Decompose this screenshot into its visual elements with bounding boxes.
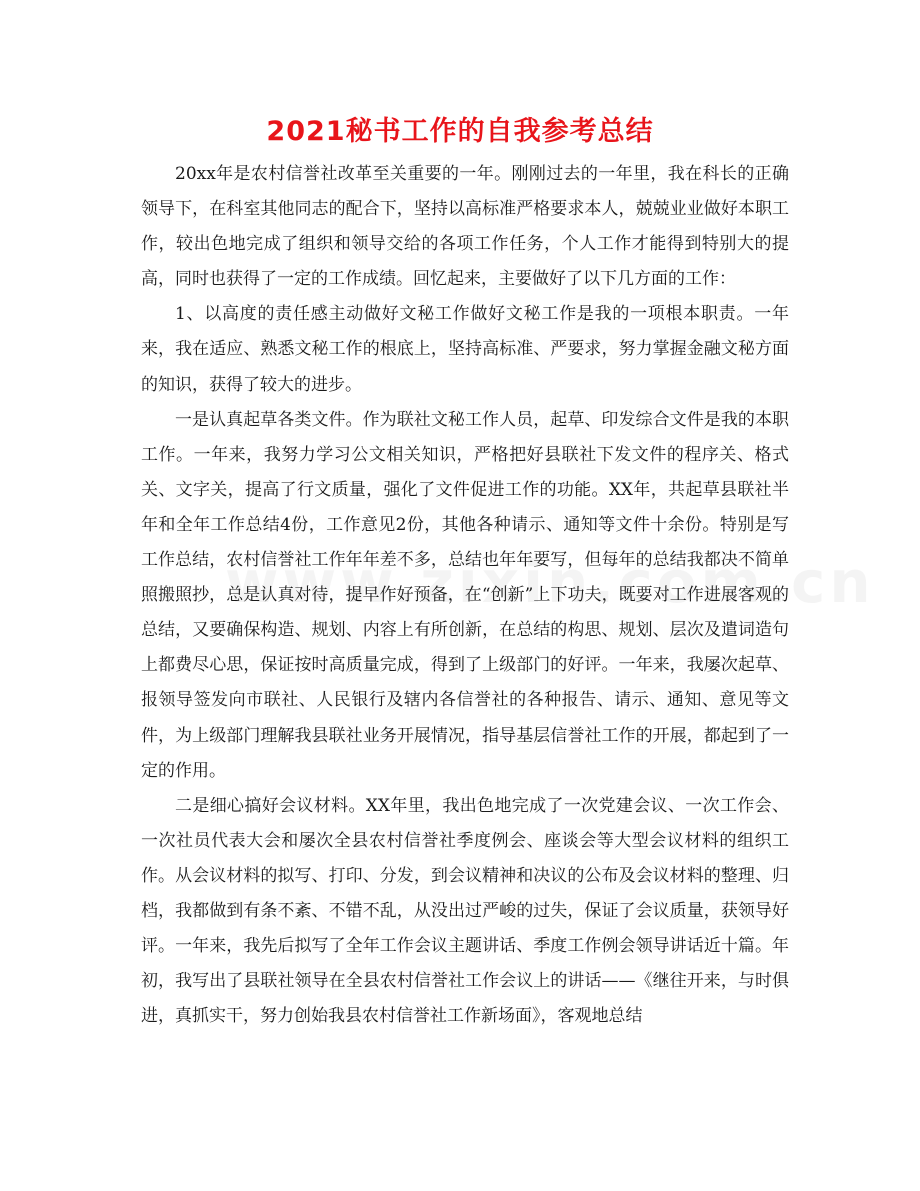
paragraph-section-1: 1、以高度的责任感主动做好文秘工作做好文秘工作是我的一项根本职责。一年来，我在适应、熟悉文秘工作的根底上，坚持高标准、严要求，努力掌握金融文秘方面的知识，获得了较大的进步。 [141,304,789,395]
paragraph-drafting-documents: 一是认真起草各类文件。作为联社文秘工作人员，起草、印发综合文件是我的本职工作。一年来，我努力学习公文相关知识，严格把好县联社下发文件的程序关、格式关、文字关，提高了行文质量，强化了文件促进工作的功能。XX年，共起草县联社半年和全年工作总结4份，工作意见2份，其他各种请示、通知等文件十余份。特别是写工作总结，农村信誉社工作年年差不多，总结也年年要写，但每年的总结我都决不简单照搬照抄，总是认真对待，提早作好预备，在“创新”上下功夫，既要对工作进展客观的总结，又要确保构造、规划、内容上有所创新，在总结的构思、规划、层次及遣词造句上都费尽心思，保证按时高质量完成，得到了上级部门的好评。一年来，我屡次起草、报领导签发向市联社、人民银行及辖内各信誉社的各种报告、请示、通知、意见等文件，为上级部门理解我县联社业务开展情况，指导基层信誉社工作的开展，都起到了一定的作用。 [141,409,789,781]
document-title: 2021秘书工作的自我参考总结 [266,116,654,147]
paragraph-intro: 20xx年是农村信誉社改革至关重要的一年。刚刚过去的一年里，我在科长的正确领导下，在科室其他同志的配合下，坚持以高标准严格要求本人，兢兢业业做好本职工作，较出色地完成了组织和领导交给的各项工作任务，个人工作才能得到特别大的提高，同时也获得了一定的工作成绩。回忆起来，主要做好了以下几方面的工作： [141,164,789,290]
document-body [141,157,789,1034]
paragraph-meeting-materials: 二是细心搞好会议材料。XX年里，我出色地完成了一次党建会议、一次工作会、一次社员代表大会和屡次全县农村信誉社季度例会、座谈会等大型会议材料的组织工作。从会议材料的拟写、打印、分发，到会议精神和决议的公布及会议材料的整理、归档，我都做到有条不紊、不错不乱，从没出过严峻的过失，保证了会议质量，获领导好评。一年来，我先后拟写了全年工作会议主题讲话、季度工作例会领导讲话近十篇。年初，我写出了县联社领导在全县农村信誉社工作会议上的讲话——《继往开来，与时俱进，真抓实干，努力创始我县农村信誉社工作新场面》，客观地总结 [141,795,789,1027]
